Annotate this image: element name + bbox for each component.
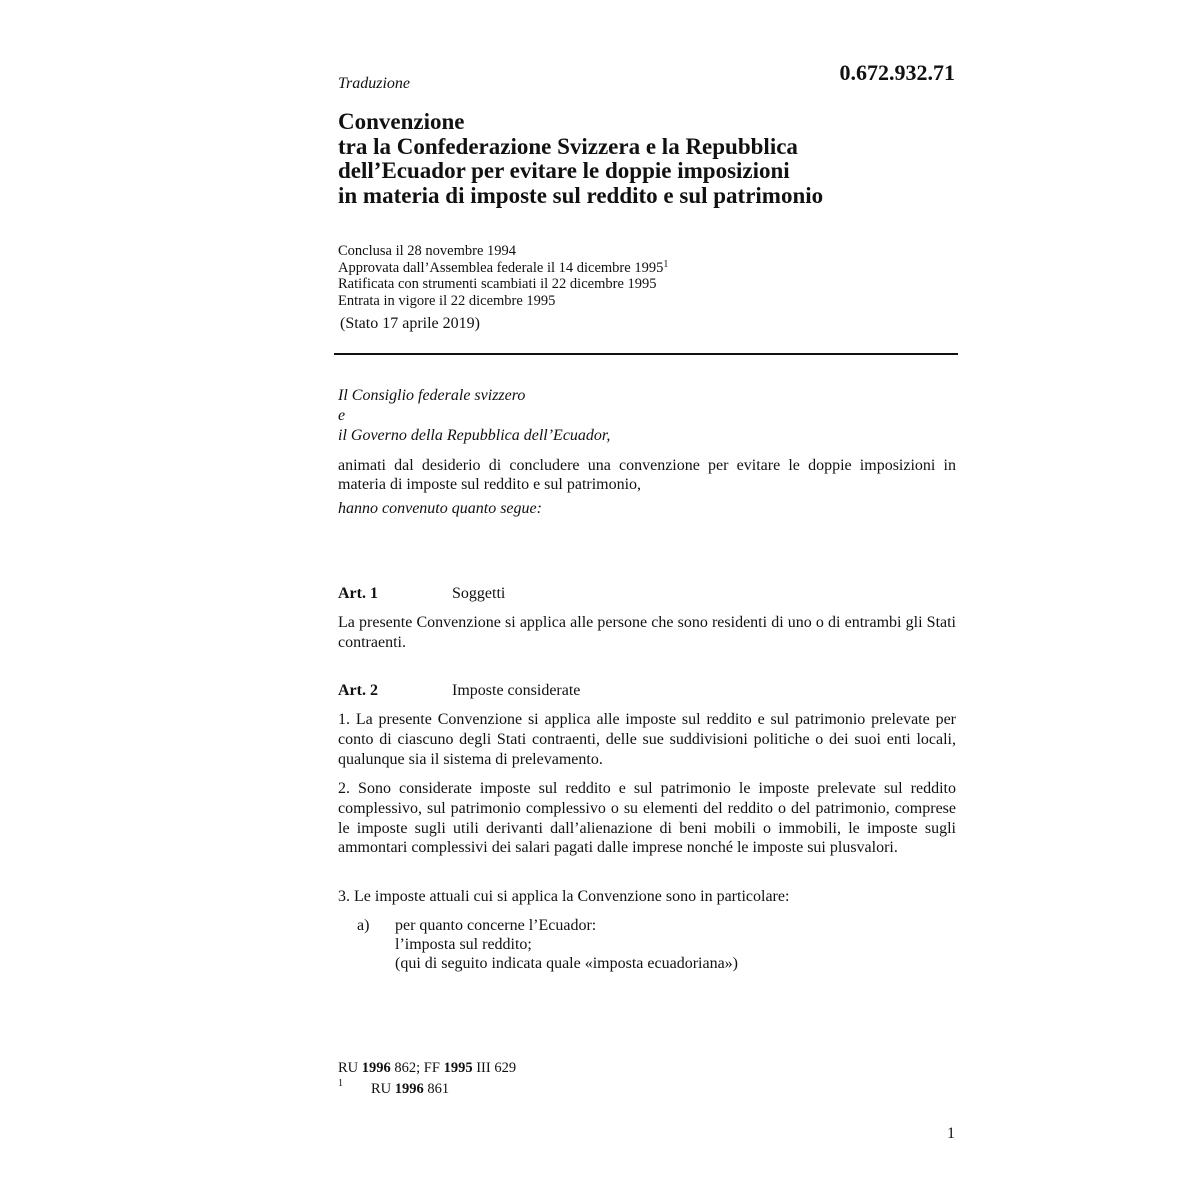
status-date: (Stato 17 aprile 2019) xyxy=(340,315,480,332)
document-metadata xyxy=(338,243,668,309)
conjunction: e xyxy=(338,407,346,424)
title-line: dell’Ecuador per evitare le doppie imposizioni xyxy=(338,158,790,183)
footnote-number: 1 xyxy=(338,1078,343,1089)
article-paragraph: 2. Sono considerate imposte sul reddito e sul patrimonio le imposte prelevate sul reddito complessivo, sul patrimonio complessivo o su elementi del reddito o del patrimonio, comprese le imposte sugli utili derivanti dall’alienazione di beni mobili o immobili, le imposte sugli ammontari complessivi dei salari pagati dalle imprese nonché le imposte sui plusvalori. xyxy=(338,780,956,857)
page-number: 1 xyxy=(947,1125,955,1142)
approved-date: Approvata dall’Assemblea federale il 14 dicembre 1995$^1$ xyxy=(338,258,669,276)
article-paragraph: La presente Convenzione si applica alle persone che sono residenti di uno o di entrambi gli Stati contraenti. xyxy=(338,614,956,651)
sr-number: 0.672.932.71 xyxy=(839,60,955,85)
title-line: tra la Confederazione Svizzera e la Repubblica xyxy=(338,133,798,159)
article-title: Imposte considerate xyxy=(452,682,581,699)
title-line: in materia di imposte sul reddito e sul patrimonio xyxy=(338,182,824,208)
agreed-clause: hanno convenuto quanto segue: xyxy=(338,500,542,517)
list-item-body: per quanto concerne l’Ecuador: l’imposta sul reddito; (qui di seguito indicata quale «imposta ecuadoriana») xyxy=(395,917,738,972)
preamble-text: animati dal desiderio di concludere una convenzione per evitare le doppie imposizioni in materia di imposte sul reddito e sul patrimonio, xyxy=(338,457,956,493)
footnote-ref[interactable]: 1 xyxy=(663,258,669,270)
translation-label: Traduzione xyxy=(338,75,411,92)
concluded-date: Conclusa il 28 novembre 1994 xyxy=(338,243,517,259)
title-line: Convenzione xyxy=(338,109,465,134)
ratified-date: Ratificata con strumenti scambiati il 22 dicembre 1995 xyxy=(338,276,657,292)
source-footnote: RU 1996 862; FF 1995 III 629 xyxy=(338,1060,517,1076)
article-number: Art. 1 xyxy=(338,585,378,602)
in-force-date: Entrata in vigore il 22 dicembre 1995 xyxy=(338,292,556,309)
article-title: Soggetti xyxy=(452,585,506,602)
footnote-1: RU 1996 861 xyxy=(371,1081,450,1097)
article-paragraph: 1. La presente Convenzione si applica alle imposte sul reddito e sul patrimonio prelevate per conto di ciascuno degli Stati contraenti, delle sue suddivisioni politiche o dei suoi enti locali, qualunque sia il sistema di prelevamento. xyxy=(338,711,956,768)
article-paragraph: 3. Le imposte attuali cui si applica la Convenzione sono in particolare: xyxy=(338,888,790,905)
divider xyxy=(334,353,958,355)
party-switzerland: Il Consiglio federale svizzero xyxy=(338,387,526,404)
party-ecuador: il Governo della Repubblica dell’Ecuador, xyxy=(338,427,611,444)
contracting-parties xyxy=(338,386,610,446)
article-number: Art. 2 xyxy=(338,682,378,699)
document-title xyxy=(338,110,958,208)
list-item-label: a) xyxy=(357,917,370,934)
